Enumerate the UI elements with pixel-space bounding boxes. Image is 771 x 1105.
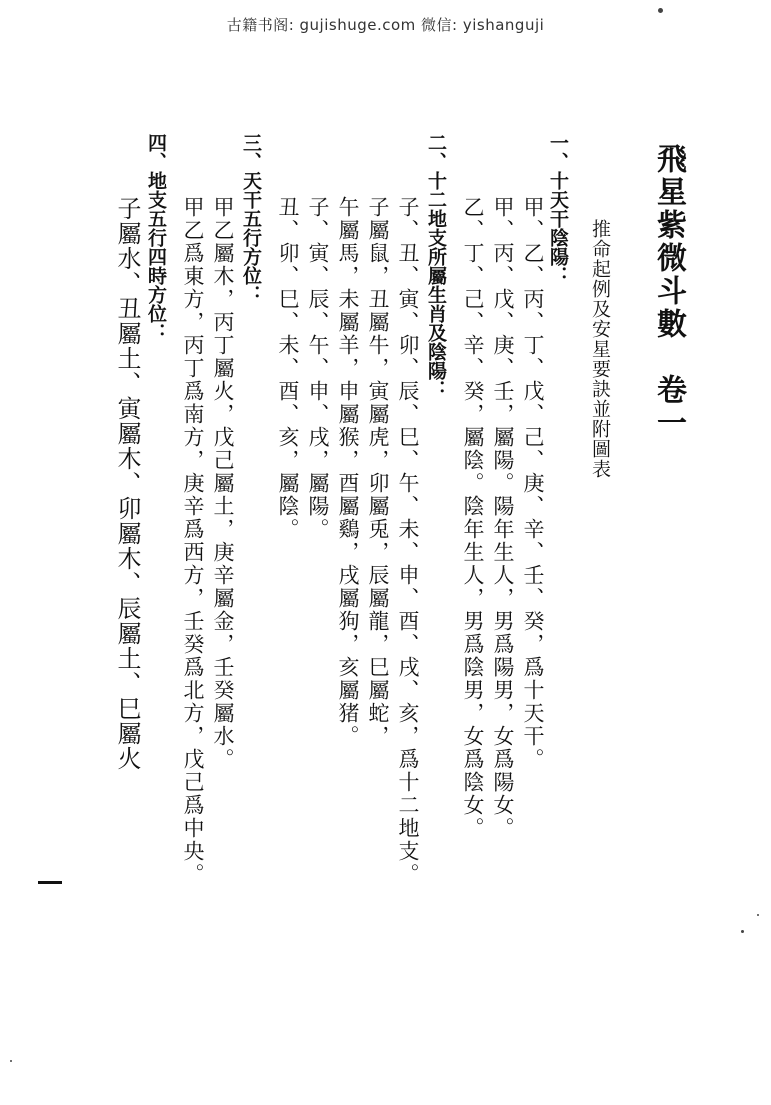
text-line: 甲乙爲東方，丙丁爲南方，庚辛爲西方，壬癸爲北方，戊己爲中央。 bbox=[181, 196, 205, 886]
text-line: 子屬水、丑屬土、寅屬木、卯屬木、辰屬土、巳屬火 bbox=[113, 196, 141, 771]
scan-speck bbox=[757, 914, 759, 916]
text-line: 甲乙屬木，丙丁屬火，戊己屬土，庚辛屬金，壬癸屬水。 bbox=[211, 196, 235, 771]
page-number bbox=[38, 881, 62, 884]
text-line: 丑、卯、巳、未、酉、亥，屬陰。 bbox=[276, 196, 300, 541]
section-heading: 一、十天干陰陽： bbox=[547, 133, 569, 285]
scan-speck bbox=[10, 1060, 12, 1062]
scan-speck bbox=[658, 8, 663, 13]
section-heading: 二、十二地支所屬生肖及陰陽： bbox=[425, 133, 447, 399]
scan-speck bbox=[741, 930, 744, 933]
text-line: 子、丑、寅、卯、辰、巳、午、未、申、酉、戌、亥，爲十二地支。 bbox=[396, 196, 420, 886]
section-heading: 四、地支五行四時方位： bbox=[145, 133, 167, 342]
text-line: 子、寅、辰、午、申、戌，屬陽。 bbox=[306, 196, 330, 541]
text-line: 甲、丙、戊、庚、壬，屬陽。陽年生人，男爲陽男，女爲陽女。 bbox=[491, 196, 515, 840]
text-line: 子屬鼠，丑屬牛，寅屬虎，卯屬兎，辰屬龍，巳屬蛇， bbox=[366, 196, 390, 748]
watermark: 古籍书阁: gujishuge.com 微信: yishanguji bbox=[226, 16, 545, 34]
section-heading: 三、天干五行方位： bbox=[240, 133, 262, 304]
text-line: 甲、乙、丙、丁、戊、己、庚、辛、壬、癸，爲十天干。 bbox=[521, 196, 545, 771]
subtitle: 推命起例及安星要訣並附圖表 bbox=[589, 219, 611, 479]
book-title: 飛星紫微斗數 卷一 bbox=[651, 143, 686, 440]
text-line: 午屬馬，未屬羊，申屬猴，酉屬鷄，戌屬狗，亥屬猪。 bbox=[336, 196, 360, 748]
text-line: 乙、丁、己、辛、癸，屬陰。陰年生人，男爲陰男，女爲陰女。 bbox=[461, 196, 485, 840]
